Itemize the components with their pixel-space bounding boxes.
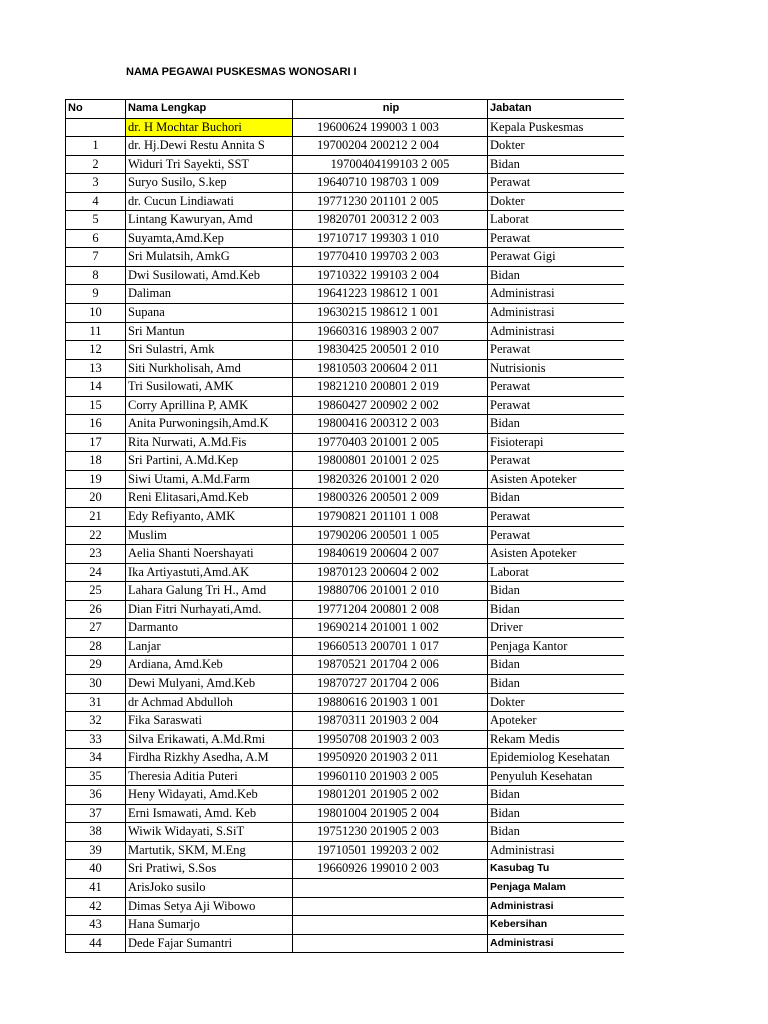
row-number: 14	[66, 378, 126, 397]
table-row	[66, 786, 624, 805]
employee-position: Bidan	[488, 804, 624, 823]
employee-name: Dwi Susilowati, Amd.Keb	[126, 266, 293, 285]
employee-name: Sri Mulatsih, AmkG	[126, 248, 293, 267]
employee-nip: 19641223 198612 1 001	[293, 285, 488, 304]
row-number: 11	[66, 322, 126, 341]
row-number: 44	[66, 934, 126, 953]
employee-name: Theresia Aditia Puteri	[126, 767, 293, 786]
employee-position: Laborat	[488, 211, 624, 230]
header-name: Nama Lengkap	[126, 100, 293, 119]
table-row	[66, 137, 624, 156]
header-nip: nip	[293, 100, 488, 119]
row-number: 34	[66, 749, 126, 768]
employee-position: Epidemiolog Kesehatan	[488, 749, 624, 768]
row-number: 1	[66, 137, 126, 156]
table-row	[66, 582, 624, 601]
employee-nip: 19830425 200501 2 010	[293, 341, 488, 360]
employee-name: Lintang Kawuryan, Amd	[126, 211, 293, 230]
employee-nip: 19880616 201903 1 001	[293, 693, 488, 712]
table-row	[66, 860, 624, 879]
employee-name: Ardiana, Amd.Keb	[126, 656, 293, 675]
employee-name: Silva Erikawati, A.Md.Rmi	[126, 730, 293, 749]
employee-name: Heny Widayati, Amd.Keb	[126, 786, 293, 805]
table-row	[66, 155, 624, 174]
employee-name: Darmanto	[126, 619, 293, 638]
table-row	[66, 396, 624, 415]
employee-position: Bidan	[488, 786, 624, 805]
employee-nip: 19870311 201903 2 004	[293, 712, 488, 731]
employee-position: Perawat	[488, 452, 624, 471]
employee-name: Firdha Rizkhy Asedha, A.M	[126, 749, 293, 768]
table-row	[66, 656, 624, 675]
employee-nip: 19630215 198612 1 001	[293, 304, 488, 323]
table-row	[66, 804, 624, 823]
employee-position: Dokter	[488, 137, 624, 156]
table-row	[66, 359, 624, 378]
employee-nip: 19870727 201704 2 006	[293, 674, 488, 693]
header-job: Jabatan	[488, 100, 624, 119]
employee-position: Bidan	[488, 415, 624, 434]
employee-name: Suryo Susilo, S.kep	[126, 174, 293, 193]
employee-position: Administrasi	[488, 934, 624, 953]
employee-nip: 19770410 199703 2 003	[293, 248, 488, 267]
table-row	[66, 433, 624, 452]
employee-name: Muslim	[126, 526, 293, 545]
row-number: 12	[66, 341, 126, 360]
row-number: 32	[66, 712, 126, 731]
employee-position: Administrasi	[488, 897, 624, 916]
table-row	[66, 730, 624, 749]
row-number: 17	[66, 433, 126, 452]
employee-nip: 19710322 199103 2 004	[293, 266, 488, 285]
employee-nip: 19800416 200312 2 003	[293, 415, 488, 434]
table-row	[66, 211, 624, 230]
employee-position: Administrasi	[488, 304, 624, 323]
table-body	[66, 118, 624, 953]
employee-position: Perawat	[488, 508, 624, 527]
employee-position: Administrasi	[488, 841, 624, 860]
table-row	[66, 749, 624, 768]
table-row	[66, 415, 624, 434]
employee-position: Penjaga Kantor	[488, 637, 624, 656]
employee-name: dr. Cucun Lindiawati	[126, 192, 293, 211]
table-row	[66, 767, 624, 786]
employee-name: Sri Pratiwi, S.Sos	[126, 860, 293, 879]
employee-position: Rekam Medis	[488, 730, 624, 749]
employee-position: Kasubag Tu	[488, 860, 624, 879]
table-row	[66, 229, 624, 248]
employee-name: Erni Ismawati, Amd. Keb	[126, 804, 293, 823]
employee-position: Asisten Apoteker	[488, 470, 624, 489]
employee-nip: 19800801 201001 2 025	[293, 452, 488, 471]
employee-position: Driver	[488, 619, 624, 638]
employee-name: Lahara Galung Tri H., Amd	[126, 582, 293, 601]
row-number: 4	[66, 192, 126, 211]
employee-nip: 19660513 200701 1 017	[293, 637, 488, 656]
employee-name: Wiwik Widayati, S.SiT	[126, 823, 293, 842]
employee-nip: 19840619 200604 2 007	[293, 545, 488, 564]
employee-nip: 19660316 198903 2 007	[293, 322, 488, 341]
table-row	[66, 693, 624, 712]
row-number: 29	[66, 656, 126, 675]
table-row	[66, 322, 624, 341]
employee-nip: 19810503 200604 2 011	[293, 359, 488, 378]
table-row	[66, 712, 624, 731]
row-number: 6	[66, 229, 126, 248]
row-number: 42	[66, 897, 126, 916]
employee-position: Laborat	[488, 563, 624, 582]
employee-nip: 19700404199103 2 005	[293, 155, 488, 174]
employee-name: Martutik, SKM, M.Eng	[126, 841, 293, 860]
employee-nip: 19640710 198703 1 009	[293, 174, 488, 193]
employee-name: Dian Fitri Nurhayati,Amd.	[126, 600, 293, 619]
employee-name: Fika Saraswati	[126, 712, 293, 731]
row-number: 43	[66, 916, 126, 935]
employee-nip: 19870123 200604 2 002	[293, 563, 488, 582]
employee-position: Apoteker	[488, 712, 624, 731]
employee-position: Bidan	[488, 823, 624, 842]
employee-name: Rita Nurwati, A.Md.Fis	[126, 433, 293, 452]
employee-position: Perawat Gigi	[488, 248, 624, 267]
employee-position: Administrasi	[488, 285, 624, 304]
employee-name: Tri Susilowati, AMK	[126, 378, 293, 397]
row-number: 15	[66, 396, 126, 415]
table-row	[66, 897, 624, 916]
row-number: 28	[66, 637, 126, 656]
row-number: 18	[66, 452, 126, 471]
employee-name: Reni Elitasari,Amd.Keb	[126, 489, 293, 508]
employee-position: Kebersihan	[488, 916, 624, 935]
employee-position: Bidan	[488, 489, 624, 508]
employee-nip: 19710717 199303 1 010	[293, 229, 488, 248]
employee-nip: 19790821 201101 1 008	[293, 508, 488, 527]
employee-position: Fisioterapi	[488, 433, 624, 452]
row-number: 41	[66, 878, 126, 897]
row-number: 20	[66, 489, 126, 508]
employee-position: Asisten Apoteker	[488, 545, 624, 564]
employee-nip: 19880706 201001 2 010	[293, 582, 488, 601]
table-row	[66, 489, 624, 508]
employee-nip: 19690214 201001 1 002	[293, 619, 488, 638]
employee-nip: 19801201 201905 2 002	[293, 786, 488, 805]
employee-name: Hana Sumarjo	[126, 916, 293, 935]
row-number: 9	[66, 285, 126, 304]
employee-name: Corry Aprillina P, AMK	[126, 396, 293, 415]
employee-nip: 19771204 200801 2 008	[293, 600, 488, 619]
employee-position: Dokter	[488, 693, 624, 712]
employee-position: Administrasi	[488, 322, 624, 341]
row-number: 23	[66, 545, 126, 564]
table-row	[66, 266, 624, 285]
employee-position: Bidan	[488, 656, 624, 675]
employee-nip	[293, 878, 488, 897]
table-row	[66, 304, 624, 323]
employee-position: Perawat	[488, 378, 624, 397]
employee-nip: 19950708 201903 2 003	[293, 730, 488, 749]
table-row	[66, 508, 624, 527]
row-number: 37	[66, 804, 126, 823]
row-number: 31	[66, 693, 126, 712]
row-number: 10	[66, 304, 126, 323]
table-row	[66, 545, 624, 564]
table-row	[66, 285, 624, 304]
employee-name: dr Achmad Abdulloh	[126, 693, 293, 712]
row-number: 24	[66, 563, 126, 582]
employee-position: Bidan	[488, 600, 624, 619]
header-no: No	[66, 100, 126, 119]
employee-nip: 19790206 200501 1 005	[293, 526, 488, 545]
employee-name: Edy Refiyanto, AMK	[126, 508, 293, 527]
row-number: 21	[66, 508, 126, 527]
employee-position: Kepala Puskesmas	[488, 118, 624, 137]
employee-nip: 19801004 201905 2 004	[293, 804, 488, 823]
row-number: 26	[66, 600, 126, 619]
employee-nip	[293, 916, 488, 935]
employee-nip	[293, 897, 488, 916]
table-row	[66, 526, 624, 545]
row-number: 39	[66, 841, 126, 860]
employee-position: Perawat	[488, 229, 624, 248]
employee-position: Dokter	[488, 192, 624, 211]
employee-name: Siti Nurkholisah, Amd	[126, 359, 293, 378]
employee-nip: 19771230 201101 2 005	[293, 192, 488, 211]
employee-name: Siwi Utami, A.Md.Farm	[126, 470, 293, 489]
table-row	[66, 600, 624, 619]
row-number: 16	[66, 415, 126, 434]
row-number: 13	[66, 359, 126, 378]
table-row	[66, 637, 624, 656]
employee-position: Bidan	[488, 155, 624, 174]
employee-nip: 19660926 199010 2 003	[293, 860, 488, 879]
employee-nip: 19770403 201001 2 005	[293, 433, 488, 452]
table-row	[66, 563, 624, 582]
table-row	[66, 934, 624, 953]
employee-name: Lanjar	[126, 637, 293, 656]
employee-position: Bidan	[488, 582, 624, 601]
employee-position: Penjaga Malam	[488, 878, 624, 897]
employee-nip: 19950920 201903 2 011	[293, 749, 488, 768]
row-number: 27	[66, 619, 126, 638]
row-number: 2	[66, 155, 126, 174]
employee-position: Perawat	[488, 526, 624, 545]
row-number: 7	[66, 248, 126, 267]
employee-nip: 19710501 199203 2 002	[293, 841, 488, 860]
row-number: 22	[66, 526, 126, 545]
row-number: 25	[66, 582, 126, 601]
employee-name: dr. Hj.Dewi Restu Annita S	[126, 137, 293, 156]
table-row	[66, 470, 624, 489]
employee-position: Perawat	[488, 341, 624, 360]
employee-nip: 19860427 200902 2 002	[293, 396, 488, 415]
employee-nip: 19751230 201905 2 003	[293, 823, 488, 842]
table-row	[66, 823, 624, 842]
employee-name: Aelia Shanti Noershayati	[126, 545, 293, 564]
table-row	[66, 674, 624, 693]
table-row	[66, 192, 624, 211]
employee-nip: 19800326 200501 2 009	[293, 489, 488, 508]
table-row	[66, 341, 624, 360]
table-header-row	[66, 100, 624, 119]
employee-name: Ika Artiyastuti,Amd.AK	[126, 563, 293, 582]
employee-name: Sri Sulastri, Amk	[126, 341, 293, 360]
employee-position: Bidan	[488, 674, 624, 693]
row-number: 8	[66, 266, 126, 285]
row-number: 19	[66, 470, 126, 489]
employee-name: Suyamta,Amd.Kep	[126, 229, 293, 248]
employee-name: ArisJoko susilo	[126, 878, 293, 897]
table-row	[66, 619, 624, 638]
row-number: 3	[66, 174, 126, 193]
page-title: NAMA PEGAWAI PUSKESMAS WONOSARI I	[126, 66, 357, 78]
table-row	[66, 452, 624, 471]
employee-nip: 19700204 200212 2 004	[293, 137, 488, 156]
employee-name: Sri Partini, A.Md.Kep	[126, 452, 293, 471]
row-number: 33	[66, 730, 126, 749]
employee-position: Perawat	[488, 174, 624, 193]
staff-table	[65, 99, 624, 953]
table-row	[66, 118, 624, 137]
table-row	[66, 916, 624, 935]
employee-name: Daliman	[126, 285, 293, 304]
employee-name: Dede Fajar Sumantri	[126, 934, 293, 953]
employee-nip: 19821210 200801 2 019	[293, 378, 488, 397]
employee-position: Bidan	[488, 266, 624, 285]
table-row	[66, 174, 624, 193]
row-number: 5	[66, 211, 126, 230]
row-number: 38	[66, 823, 126, 842]
employee-position: Penyuluh Kesehatan	[488, 767, 624, 786]
employee-name: Widuri Tri Sayekti, SST	[126, 155, 293, 174]
row-number: 35	[66, 767, 126, 786]
employee-name: Sri Mantun	[126, 322, 293, 341]
employee-nip: 19870521 201704 2 006	[293, 656, 488, 675]
row-number: 30	[66, 674, 126, 693]
table-row	[66, 378, 624, 397]
employee-name: Anita Purwoningsih,Amd.K	[126, 415, 293, 434]
employee-nip: 19820326 201001 2 020	[293, 470, 488, 489]
table-row	[66, 878, 624, 897]
row-number	[66, 118, 126, 137]
row-number: 40	[66, 860, 126, 879]
employee-position: Nutrisionis	[488, 359, 624, 378]
employee-name: dr. H Mochtar Buchori	[126, 118, 293, 137]
employee-name: Supana	[126, 304, 293, 323]
row-number: 36	[66, 786, 126, 805]
table-row	[66, 841, 624, 860]
table-row	[66, 248, 624, 267]
employee-position: Perawat	[488, 396, 624, 415]
employee-name: Dewi Mulyani, Amd.Keb	[126, 674, 293, 693]
employee-nip: 19600624 199003 1 003	[293, 118, 488, 137]
employee-nip: 19960110 201903 2 005	[293, 767, 488, 786]
employee-name: Dimas Setya Aji Wibowo	[126, 897, 293, 916]
employee-nip	[293, 934, 488, 953]
employee-nip: 19820701 200312 2 003	[293, 211, 488, 230]
